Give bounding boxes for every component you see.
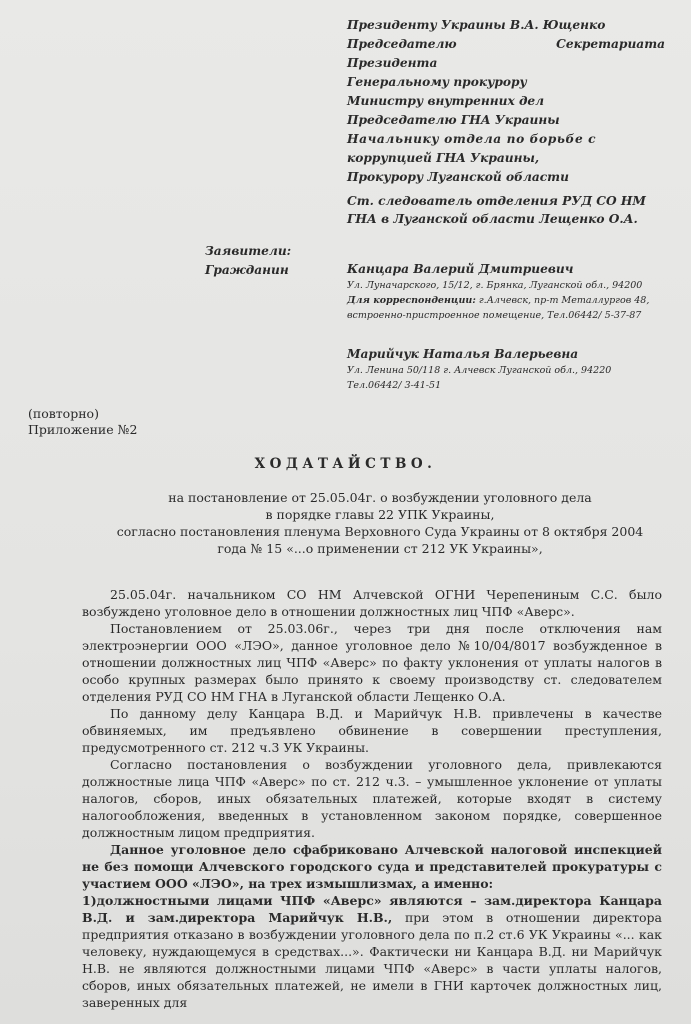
applicant-2 <box>347 345 667 393</box>
addressee-line: Президента <box>347 56 438 70</box>
addressee-line: Министру внутренних дел <box>347 94 545 108</box>
addressee-line: Председателю ГНА Украины <box>347 113 560 127</box>
body-paragraph-bold: Данное уголовное дело сфабриковано Алчевской налоговой инспекцией не без помощи Алчевского городского суда и представителей прокуратуры с участием ООО «ЛЭО», на трех измышлизмах, а именно: <box>82 842 662 891</box>
addressee-line: Президенту Украины В.А. Ющенко <box>347 18 606 32</box>
applicants-label: Заявители: <box>205 244 292 258</box>
addressee-line <box>347 35 665 54</box>
attachment-note: Приложение №2 <box>28 422 138 437</box>
applicant-1-name: Канцара Валерий Дмитриевич <box>347 262 574 276</box>
addressee-line: Прокурору Луганской области <box>347 170 569 184</box>
applicant-2-address: Ул. Ленина 50/118 г. Алчевск Луганской обл., 94220 <box>347 365 612 376</box>
applicant-2-phone: Тел.06442/ 3-41-51 <box>347 380 442 391</box>
body-paragraph-point-1 <box>82 892 662 1011</box>
citizen-label: Гражданин <box>205 263 289 277</box>
body-paragraph: По данному делу Канцара В.Д. и Марийчук Н.В. привлечены в качестве обвиняемых, им предъявлено обвинение в совершении преступления, предусмотренного ст. 212 ч.3 УК Украины. <box>82 706 662 755</box>
subtitle-line: согласно постановления пленума Верховного Суда Украины от 8 октября 2004 <box>116 524 644 539</box>
applicant-2-name: Марийчук Наталья Валерьевна <box>347 347 579 361</box>
addressee-word: Секретариата <box>556 37 665 51</box>
from-block <box>347 192 667 228</box>
repeat-note: (повторно) <box>28 406 99 421</box>
correspondence-label: Для корреспонденции: <box>347 295 476 306</box>
applicant-1 <box>347 260 667 323</box>
document-title: ХОДАТАЙСТВО. <box>254 456 437 472</box>
addressee-line: Генеральному прокурору <box>347 75 527 89</box>
point-1-bold: 1)должностными лицами ЧПФ «Аверс» являются – зам.директора Канцара В.Д. и зам.директора Марийчук Н.В., <box>82 893 662 925</box>
document-notes <box>28 406 137 438</box>
body-paragraph: Постановлением от 25.03.06г., через три дня после отключения нам электроэнергии ООО «ЛЭО», данное уголовное дело №10/04/8017 возбужденное в отношении должностных лиц ЧПФ «Аверс» по факту уклонения от уплаты налогов в особо крупных размерах было принято к своему производству ст. следователем отделения РУД СО НМ ГНА в Луганской области Лещенко О.А. <box>82 621 662 704</box>
from-line: ГНА в Луганской области Лещенко О.А. <box>347 212 638 226</box>
applicants-label-block <box>205 242 325 280</box>
subtitle-line: в порядке главы 22 УПК Украины, <box>265 507 495 522</box>
applicant-1-address: Ул. Луначарского, 15/12, г. Брянка, Луганской обл., 94200 <box>347 280 643 291</box>
addressee-line: коррупцией ГНА Украины, <box>347 151 540 165</box>
subtitle-line: года № 15 «...о применении ст 212 УК Украины», <box>217 541 543 556</box>
body-paragraph: 25.05.04г. начальником СО НМ Алчевской ОГНИ Черепениным С.С. было возбуждено уголовное дело в отношении должностных лиц ЧПФ «Аверс». <box>82 587 662 619</box>
body-paragraph: Согласно постановления о возбуждении уголовного дела, привлекаются должностные лица ЧПФ «Аверс» по ст. 212 ч.3. – умышленное уклонение от уплаты налогов, сборов, иных обязательных платежей, которые входят в систему налогообложения, введенных в установленном законом порядке, совершенное должностным лицом предприятия. <box>82 757 662 840</box>
addressee-line: Начальнику отдела по борьбе с <box>347 132 597 146</box>
correspondence-value: г.Алчевск, пр-т Металлургов 48, встроенно-пристроенное помещение, Тел.06442/ 5-37-87 <box>347 295 650 321</box>
document-body <box>82 586 662 1011</box>
point-1-text: при этом в отношении директора предприятия отказано в возбуждении уголовного дела по п.2 ст.6 УК Украины «... как человеку, нуждающемуся в средствах...». Фактически ни Канцара В.Д. ни Марийчук Н.В. не являются должностными лицами ЧПФ «Аверс» в части уплаты налогов, сборов, иных обязательных платежей, не имели в ГНИ карточек должностных лиц, заверенных для <box>82 910 662 1010</box>
applicant-1-correspondence <box>347 293 667 323</box>
from-line: Ст. следователь отделения РУД СО НМ <box>347 194 646 208</box>
document-subtitle <box>100 489 660 557</box>
subtitle-line: на постановление от 25.05.04г. о возбуждении уголовного дела <box>168 490 592 505</box>
addressee-word: Председателю <box>347 37 457 51</box>
addressee-block <box>347 16 665 187</box>
